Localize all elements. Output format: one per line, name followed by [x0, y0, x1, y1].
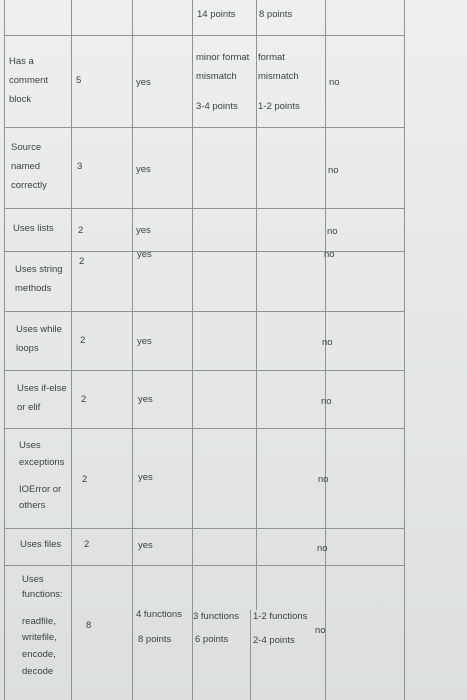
no-cell: no — [315, 625, 326, 636]
no-cell: no — [318, 474, 329, 485]
criterion-line: Uses lists — [13, 223, 54, 234]
vline-right — [404, 0, 405, 700]
hline-top — [4, 35, 405, 36]
criterion-line: Uses while — [16, 324, 62, 335]
criterion-line: encode, — [22, 649, 56, 660]
vline-4 — [256, 0, 257, 610]
vline-3 — [192, 0, 193, 700]
full-line: 8 points — [138, 634, 172, 645]
criterion-line: Uses files — [20, 539, 62, 550]
criterion-line: or elif — [17, 402, 41, 413]
yes-cell: yes — [136, 225, 151, 236]
criterion-line: block — [9, 94, 32, 105]
criterion-line: named — [11, 161, 41, 172]
no-cell: no — [324, 249, 335, 260]
criterion-line: loops — [16, 343, 39, 354]
yes-cell: yes — [137, 249, 152, 260]
hline-6 — [4, 428, 405, 429]
partial-line: minor format — [196, 52, 250, 63]
criterion-line: others — [19, 500, 46, 511]
criterion-line: methods — [15, 283, 52, 294]
criterion-line: IOError or — [19, 484, 62, 495]
yes-cell: yes — [136, 77, 151, 88]
criterion-line: writefile, — [22, 632, 57, 643]
criterion-line: Uses if-else — [17, 383, 67, 394]
points-cell: 2 — [84, 539, 90, 550]
criterion-line: Uses — [22, 574, 44, 585]
partial2-line: mismatch — [258, 71, 299, 82]
no-cell: no — [329, 77, 340, 88]
vline-1 — [71, 0, 72, 700]
points-cell: 5 — [76, 75, 82, 86]
no-cell: no — [321, 396, 332, 407]
full-line: 4 functions — [136, 609, 182, 620]
mid-line: 3 functions — [193, 611, 239, 622]
yes-cell: yes — [137, 336, 152, 347]
yes-cell: yes — [138, 394, 153, 405]
criterion-line: Uses — [19, 440, 41, 451]
header-14-points: 14 points — [197, 9, 236, 20]
mid-line: 6 points — [195, 634, 229, 645]
partial-line: mismatch — [196, 71, 237, 82]
hline-2 — [4, 208, 405, 209]
header-8-points: 8 points — [259, 9, 293, 20]
yes-cell: yes — [138, 540, 153, 551]
criterion-line: Has a — [9, 56, 34, 67]
partial2-line: 1-2 points — [258, 101, 300, 112]
no-cell: no — [317, 543, 328, 554]
criterion-line: readfile, — [22, 616, 56, 627]
vline-left — [4, 0, 5, 700]
points-cell: 8 — [86, 620, 92, 631]
points-cell: 3 — [77, 161, 83, 172]
low-line: 1-2 functions — [253, 611, 308, 622]
vline-2 — [132, 0, 133, 700]
criterion-line: exceptions — [19, 457, 65, 468]
points-cell: 2 — [78, 225, 84, 236]
criterion-line: decode — [22, 666, 54, 677]
yes-cell: yes — [136, 164, 151, 175]
criterion-line: functions: — [22, 589, 63, 600]
points-cell: 2 — [81, 394, 87, 405]
criterion-line: Source — [11, 142, 42, 153]
criterion-line: Uses string — [15, 264, 63, 275]
hline-7 — [4, 528, 405, 529]
hline-8 — [4, 565, 405, 566]
hline-4 — [4, 311, 405, 312]
hline-3 — [4, 251, 405, 252]
partial-line: 3-4 points — [196, 101, 238, 112]
points-cell: 2 — [80, 335, 86, 346]
points-cell: 2 — [79, 256, 85, 267]
no-cell: no — [328, 165, 339, 176]
partial2-line: format — [258, 52, 285, 63]
criterion-line: comment — [9, 75, 49, 86]
criterion-line: correctly — [11, 180, 47, 191]
points-cell: 2 — [82, 474, 88, 485]
yes-cell: yes — [138, 472, 153, 483]
hline-5 — [4, 370, 405, 371]
hline-1 — [4, 127, 405, 128]
low-line: 2-4 points — [253, 635, 295, 646]
no-cell: no — [322, 337, 333, 348]
no-cell: no — [327, 226, 338, 237]
vline-4b — [250, 610, 251, 700]
